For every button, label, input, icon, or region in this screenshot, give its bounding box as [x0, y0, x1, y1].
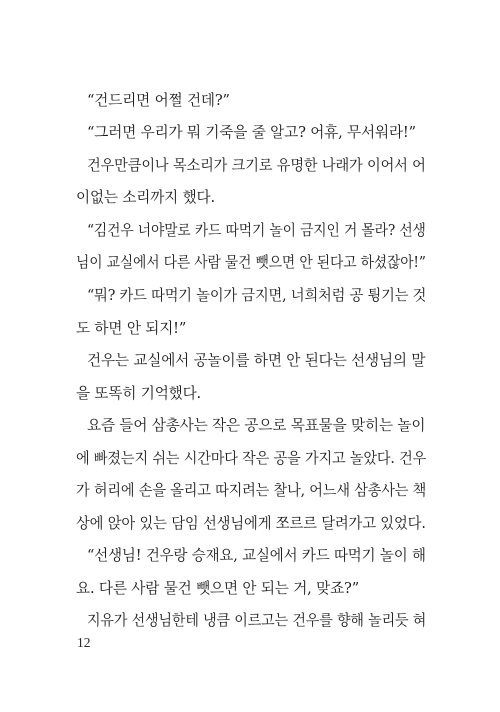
text-line: “김건우 너야말로 카드 따먹기 놀이 금지인 거 몰라? 선생: [87, 222, 426, 239]
text-line: 요. 다른 사람 물건 뺏으면 안 되는 거, 맞죠?”: [76, 580, 360, 597]
text-line: 요즘 들어 삼총사는 작은 공으로 목표물을 맞히는 놀이: [87, 417, 426, 434]
text-line: 이없는 소리까지 했다.: [76, 189, 215, 206]
text-line: 을 또똑히 기억했다.: [76, 385, 202, 402]
text-line: “뭐? 카드 따먹기 놀이가 금지면, 너희처럼 공 튕기는 것: [87, 287, 427, 304]
text-line: 님이 교실에서 다른 사람 물건 뺏으면 안 된다고 하셨잖아!”: [76, 254, 426, 271]
text-line: 건우만큼이나 목소리가 크기로 유명한 나래가 이어서 어: [87, 157, 426, 174]
text-line: “그러면 우리가 뭐 기죽을 줄 알고? 어휴, 무서워라!”: [87, 124, 416, 141]
text-line: 도 하면 안 되지!”: [76, 320, 187, 337]
text-line: “건드리면 어쩔 건데?”: [87, 92, 230, 109]
text-line: 건우는 교실에서 공놀이를 하면 안 된다는 선생님의 말: [87, 352, 426, 369]
text-line: 가 허리에 손을 올리고 따지려는 찰나, 어느새 삼총사는 책: [76, 482, 427, 499]
page-number: 12: [77, 635, 91, 650]
text-line: 지유가 선생님한테 냉큼 이르고는 건우를 향해 놀리듯 혀: [87, 612, 427, 629]
text-line: 에 빠졌는지 쉬는 시간마다 작은 공을 가지고 놀았다. 건우: [76, 450, 427, 467]
text-line: 상에 앉아 있는 담임 선생님에게 쪼르르 달려가고 있었다.: [76, 515, 426, 532]
text-line: “선생님! 건우랑 승재요, 교실에서 카드 따먹기 놀이 해: [87, 547, 426, 564]
